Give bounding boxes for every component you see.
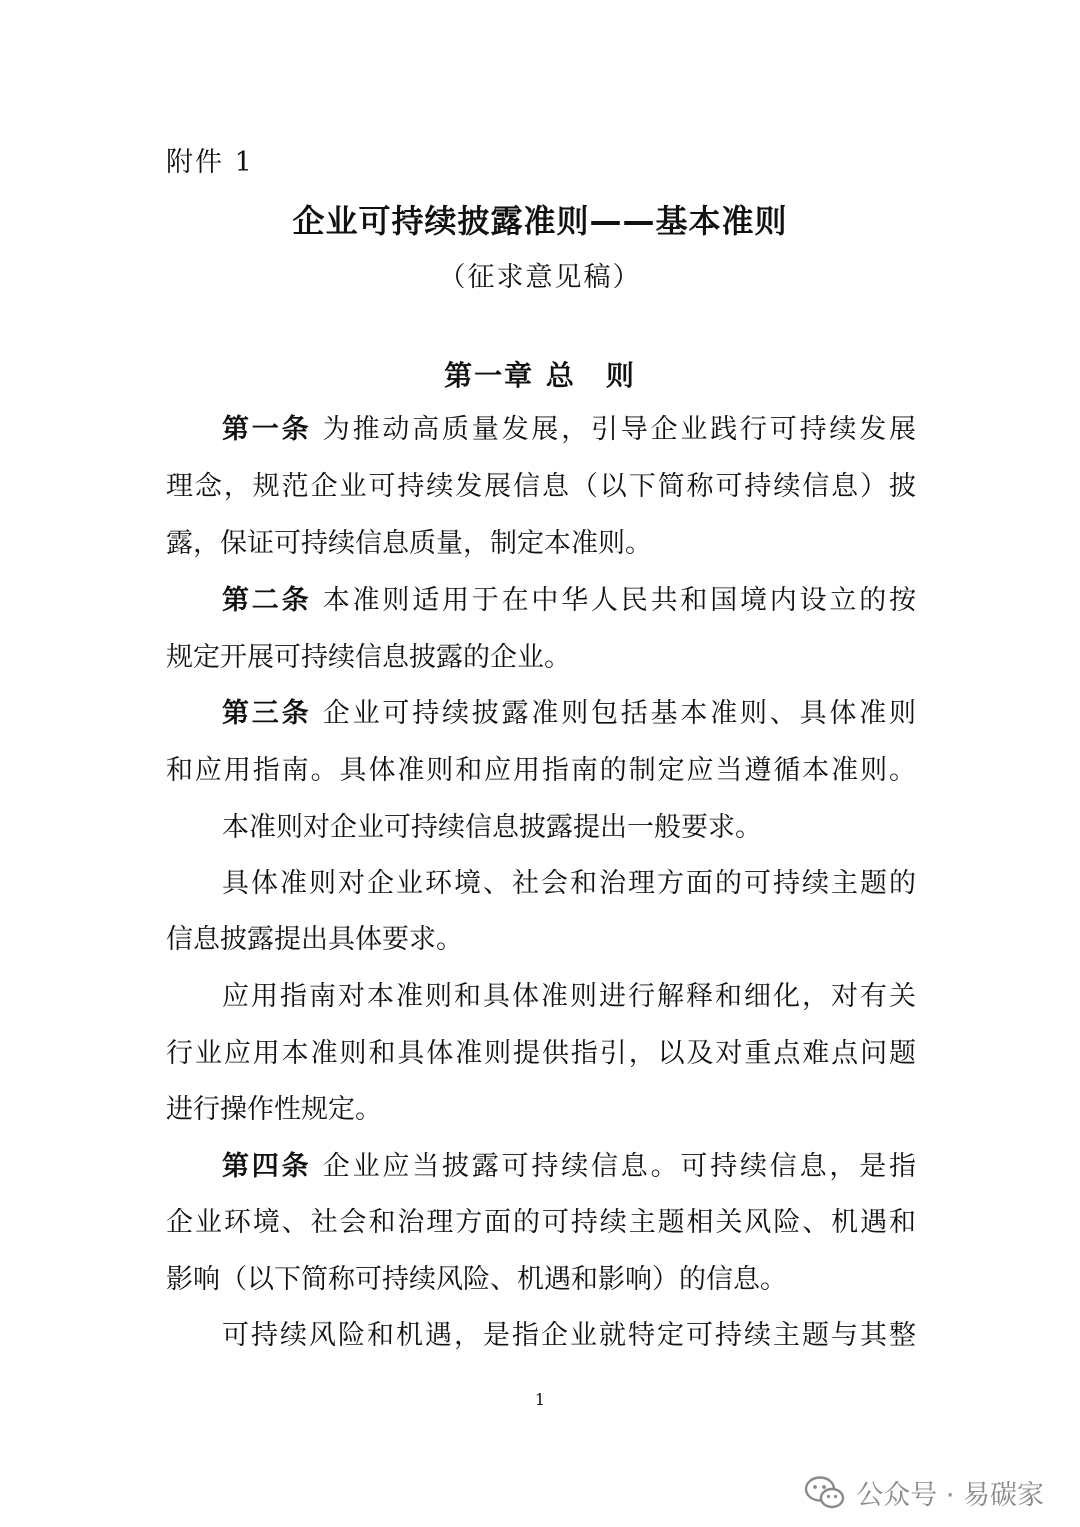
article-3-label: 第三条 — [222, 698, 312, 729]
attachment-label: 附件 1 — [166, 147, 254, 178]
article-1-line-1: 第一条 为推动高质量发展，引导企业践行可持续发展 — [222, 414, 917, 445]
document-subtitle: （征求意见稿） — [438, 262, 642, 293]
article-3-line-2: 和应用指南。具体准则和应用指南的制定应当遵循本准则。 — [166, 755, 916, 786]
watermark — [804, 1473, 1044, 1512]
article-2-line-1: 第二条 本准则适用于在中华人民共和国境内设立的按 — [222, 585, 917, 616]
paragraph-guide-line-1: 应用指南对本准则和具体准则进行解释和细化，对有关 — [222, 981, 916, 1012]
article-1-line-2: 理念，规范企业可持续发展信息（以下简称可持续信息）披 — [166, 471, 916, 502]
document-title: 企业可持续披露准则——基本准则 — [292, 202, 788, 240]
article-2-label: 第二条 — [222, 585, 312, 616]
article-1-line-3: 露，保证可持续信息质量，制定本准则。 — [166, 528, 652, 559]
paragraph-guide-line-2: 行业应用本准则和具体准则提供指引，以及对重点难点问题 — [166, 1038, 916, 1069]
article-4-label: 第四条 — [222, 1151, 312, 1182]
paragraph-specific-line-2: 信息披露提出具体要求。 — [166, 924, 463, 955]
paragraph-guide-line-3: 进行操作性规定。 — [166, 1094, 382, 1125]
paragraph-basic-line-1: 本准则对企业可持续信息披露提出一般要求。 — [222, 812, 762, 843]
article-3-line-1: 第三条 企业可持续披露准则包括基本准则、具体准则 — [222, 698, 917, 729]
paragraph-specific-line-1: 具体准则对企业环境、社会和治理方面的可持续主题的 — [222, 868, 916, 899]
page-number: 1 — [534, 1390, 546, 1409]
wechat-icon — [804, 1475, 846, 1511]
chapter-title: 第一章 总 则 — [444, 359, 636, 392]
watermark-text: 公众号 · 易碳家 — [856, 1480, 1044, 1511]
article-4-line-1: 第四条 企业应当披露可持续信息。可持续信息，是指 — [222, 1151, 917, 1182]
article-4-line-3: 影响（以下简称可持续风险、机遇和影响）的信息。 — [166, 1264, 787, 1295]
paragraph-risk-line-1: 可持续风险和机遇，是指企业就特定可持续主题与其整 — [222, 1320, 916, 1351]
article-2-line-2: 规定开展可持续信息披露的企业。 — [166, 642, 571, 673]
article-4-line-2: 企业环境、社会和治理方面的可持续主题相关风险、机遇和 — [166, 1207, 916, 1238]
article-1-label: 第一条 — [222, 414, 312, 445]
